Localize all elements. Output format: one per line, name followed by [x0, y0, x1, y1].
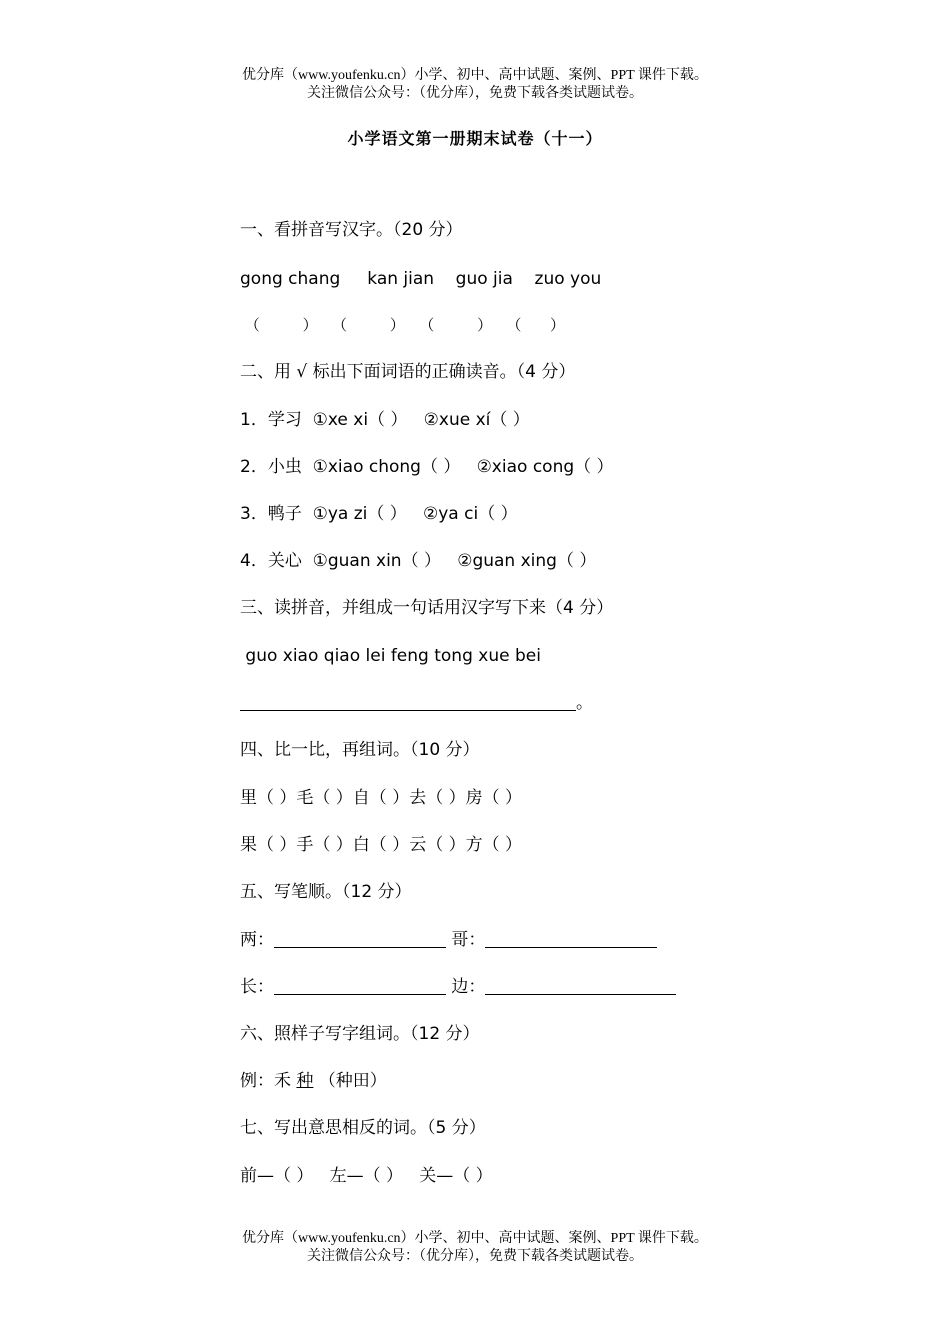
section-4-row-1: 里（ ）毛（ ）自（ ）去（ ）房（ ） [240, 788, 523, 808]
section-7-items: 前—（ ） 左—（ ） 关—（ ） [240, 1166, 493, 1186]
section-5-row-1 [240, 928, 657, 952]
section-2-item-3: 3．鸭子 ①ya zi（ ） ②ya ci（ ） [240, 504, 518, 524]
stroke-blank [485, 929, 657, 948]
section-1-pinyin: gong chang kan jian guo jia zuo you [240, 269, 602, 289]
section-3-pinyin: guo xiao qiao lei feng tong xue bei [240, 646, 541, 666]
stroke-char-liang: 两： [240, 930, 274, 950]
section-1-answer-brackets: （ ） （ ） （ ） （ ） [240, 316, 566, 334]
section-5-row-2 [240, 975, 676, 999]
section-3-answer-line [240, 691, 593, 715]
page-title: 小学语文第一册期末试卷（十一） [347, 129, 603, 148]
stroke-blank [485, 976, 676, 995]
footer-line-1: 优分库（www.youfenku.cn）小学、初中、高中试题、案例、PPT 课件下载。 [242, 1231, 708, 1246]
header-line-1: 优分库（www.youfenku.cn）小学、初中、高中试题、案例、PPT 课件下载。 [242, 68, 708, 83]
section-1-heading: 一、看拼音写汉字。（20 分） [240, 220, 463, 240]
footer-line-2: 关注微信公众号：（优分库），免费下载各类试题试卷。 [307, 1249, 643, 1264]
stroke-char-ge: 哥： [451, 930, 486, 950]
example-char: 种 [296, 1071, 314, 1091]
stroke-char-bian: 边： [451, 977, 486, 997]
section-2-item-2: 2．小虫 ①xiao chong（ ） ②xiao cong（ ） [240, 457, 614, 477]
sentence-end-mark: 。 [576, 693, 593, 713]
section-6-example [240, 1069, 387, 1093]
header-line-2: 关注微信公众号：（优分库），免费下载各类试题试卷。 [307, 86, 643, 101]
stroke-blank [274, 976, 446, 995]
answer-blank [240, 692, 576, 711]
section-2-heading: 二、用 √ 标出下面词语的正确读音。（4 分） [240, 362, 576, 382]
section-2-item-4: 4．关心 ①guan xin（ ） ②guan xing（ ） [240, 551, 597, 571]
stroke-char-chang: 长： [240, 977, 274, 997]
example-word: （种田） [313, 1071, 387, 1091]
example-prefix: 例：禾 [240, 1071, 297, 1091]
page-footer [0, 1230, 950, 1266]
stroke-blank [274, 929, 446, 948]
section-4-row-2: 果（ ）手（ ）白（ ）云（ ）方（ ） [240, 835, 523, 855]
section-6-heading: 六、照样子写字组词。（12 分） [240, 1024, 480, 1044]
section-4-heading: 四、比一比，再组词。（10 分） [240, 740, 480, 760]
section-3-heading: 三、读拼音，并组成一句话用汉字写下来（4 分） [240, 598, 614, 618]
section-2-item-1: 1．学习 ①xe xi（ ） ②xue xí（ ） [240, 410, 530, 430]
section-7-heading: 七、写出意思相反的词。（5 分） [240, 1118, 486, 1138]
page-header [0, 67, 950, 103]
section-5-heading: 五、写笔顺。（12 分） [240, 882, 412, 902]
